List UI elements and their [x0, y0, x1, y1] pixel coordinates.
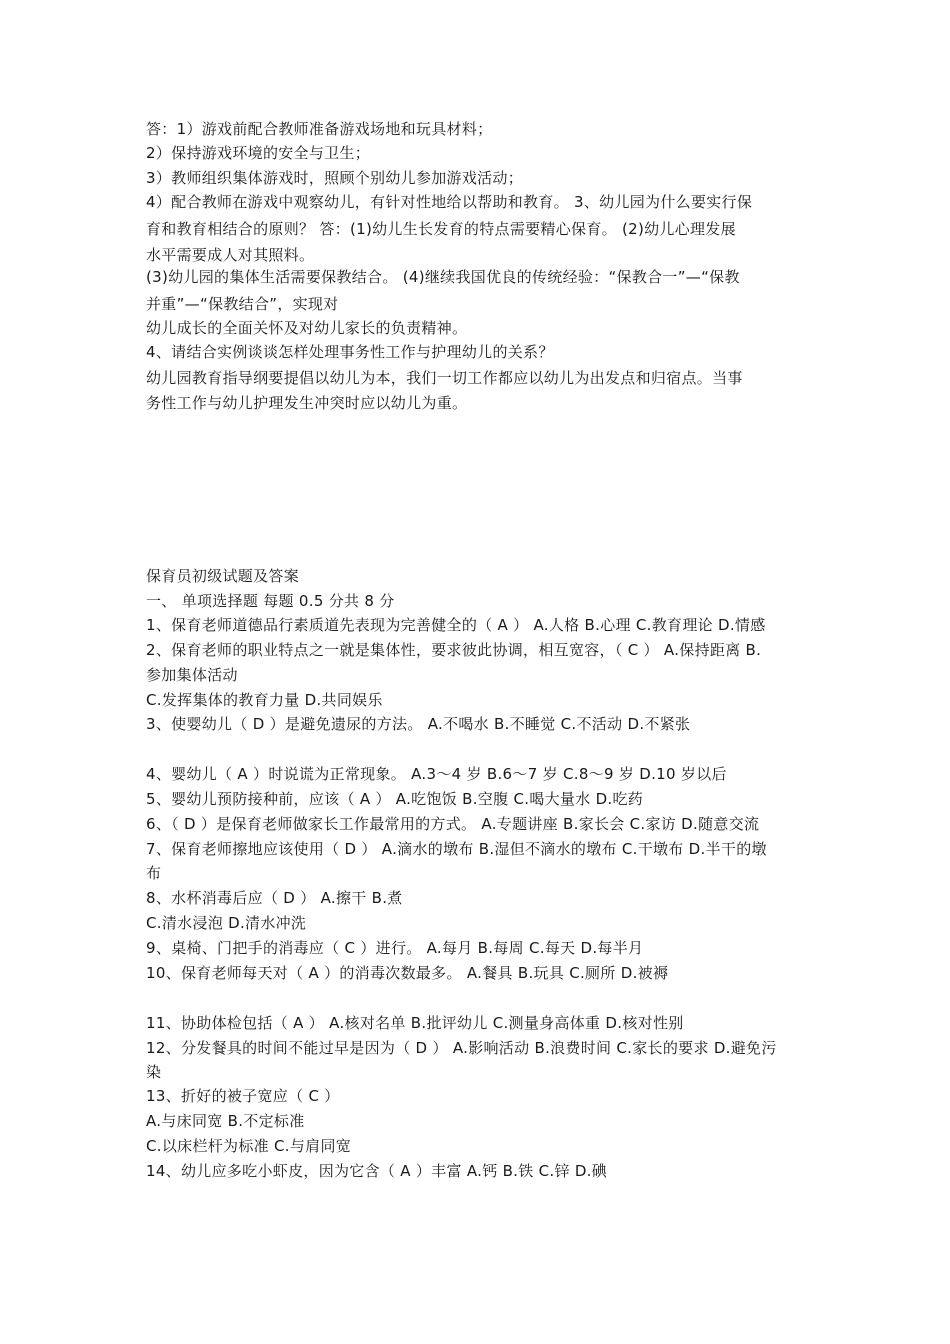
text-line: 幼儿成长的全面关怀及对幼儿家长的负责精神。: [146, 319, 468, 337]
text-line: 4、请结合实例谈谈怎样处理事务性工作与护理幼儿的关系？: [146, 343, 554, 361]
text-line: 12、分发餐具的时间不能过早是因为（ D ） A.影响活动 B.浪费时间 C.家长的要求 D.避免污: [146, 1039, 777, 1057]
text-line: 答：1）游戏前配合教师准备游戏场地和玩具材料；: [146, 120, 493, 138]
text-line: 3、使婴幼儿（ D ）是避免遗尿的方法。 A.不喝水 B.不睡觉 C.不活动 D.不紧张: [146, 715, 691, 733]
text-line: 8、水杯消毒后应（ D ） A.擦干 B.煮: [146, 889, 403, 907]
text-line: 11、协助体检包括（ A ） A.核对名单 B.批评幼儿 C.测量身高体重 D.核对性别: [146, 1014, 684, 1032]
text-line: 水平需要成人对其照料。: [146, 246, 315, 264]
text-line: 务性工作与幼儿护理发生冲突时应以幼儿为重。: [146, 394, 468, 412]
text-line: 10、保育老师每天对（ A ）的消毒次数最多。 A.餐具 B.玩具 C.厕所 D.被褥: [146, 964, 669, 982]
text-line: 13、折好的被子宽应（ C ）: [146, 1087, 340, 1105]
text-line: 布: [146, 864, 162, 882]
text-line: 育和教育相结合的原则？ 答：(1)幼儿生长发育的特点需要精心保育。 (2)幼儿心理发展: [146, 220, 736, 238]
text-line: 2、保育老师的职业特点之一就是集体性，要求彼此协调，相互宽容，（ C ） A.保持距离 B.: [146, 641, 762, 659]
text-line: 5、婴幼儿预防接种前，应该（ A ） A.吃饱饭 B.空腹 C.喝大量水 D.吃药: [146, 790, 644, 808]
text-line: 4、婴幼儿（ A ）时说谎为正常现象。 A.3～4 岁 B.6～7 岁 C.8～9 岁 D.10 岁以后: [146, 765, 727, 783]
text-line: 参加集体活动: [146, 666, 238, 684]
section-title: 保育员初级试题及答案: [146, 567, 300, 585]
text-line: C.清水浸泡 D.清水冲洗: [146, 914, 307, 932]
text-line: 3）教师组织集体游戏时，照顾个别幼儿参加游戏活动；: [146, 169, 524, 187]
text-line: 一、 单项选择题 每题 0.5 分共 8 分: [146, 592, 395, 610]
text-line: 9、桌椅、门把手的消毒应（ C ）进行。 A.每月 B.每周 C.每天 D.每半月: [146, 939, 644, 957]
text-line: 14、幼儿应多吃小虾皮，因为它含（ A ）丰富 A.钙 B.铁 C.锌 D.碘: [146, 1162, 608, 1180]
text-line: (3)幼儿园的集体生活需要保教结合。 (4)继续我国优良的传统经验：“保教合一”—“保教: [146, 268, 740, 286]
text-line: 6、（ D ）是保育老师做家长工作最常用的方式。 A.专题讲座 B.家长会 C.家访 D.随意交流: [146, 815, 760, 833]
text-line: C.以床栏杆为标准 C.与肩同宽: [146, 1137, 352, 1155]
text-line: C.发挥集体的教育力量 D.共同娱乐: [146, 691, 383, 709]
text-line: 1、保育老师道德品行素质道先表现为完善健全的（ A ） A.人格 B.心理 C.教育理论 D.情感: [146, 616, 766, 634]
text-line: 幼儿园教育指导纲要提倡以幼儿为本，我们一切工作都应以幼儿为出发点和归宿点。当事: [146, 369, 743, 387]
text-line: 并重”—“保教结合”，实现对: [146, 295, 339, 313]
text-line: 2）保持游戏环境的安全与卫生；: [146, 144, 371, 162]
text-line: 7、保育老师擦地应该使用（ D ） A.滴水的墩布 B.湿但不滴水的墩布 C.干墩布 D.半干的墩: [146, 840, 767, 858]
text-line: 4）配合教师在游戏中观察幼儿，有针对性地给以帮助和教育。 3、幼儿园为什么要实行保: [146, 193, 753, 211]
text-line: 染: [146, 1063, 162, 1081]
text-line: A.与床同宽 B.不定标准: [146, 1112, 305, 1130]
